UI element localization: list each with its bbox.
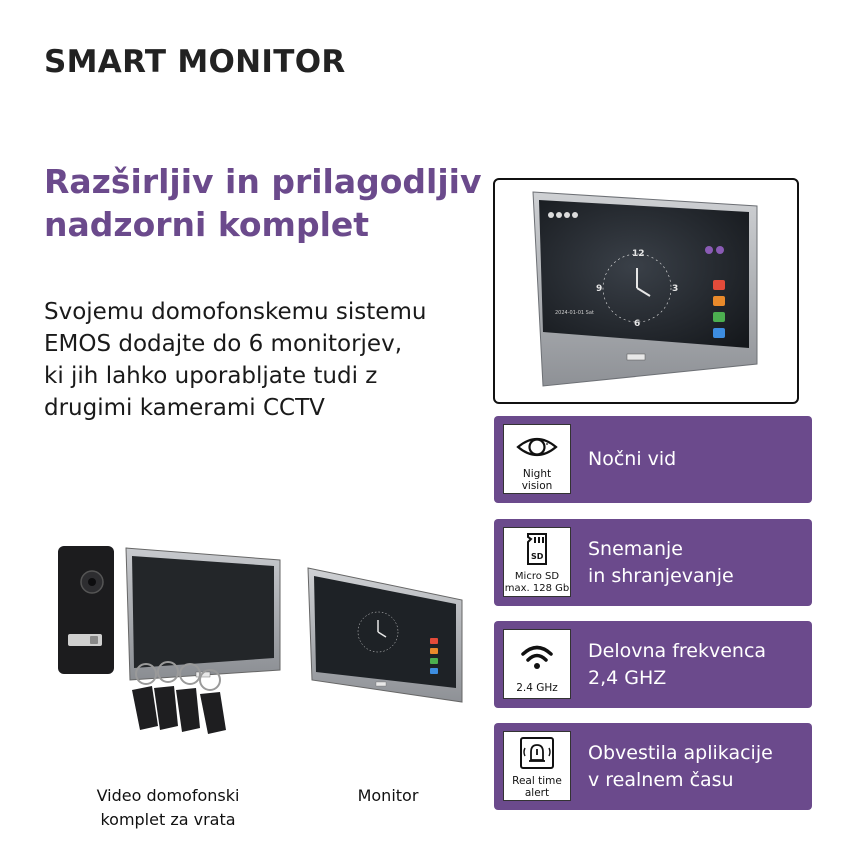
feature-title: Obvestila aplikacije <box>588 741 773 764</box>
feature-text <box>588 416 808 503</box>
svg-text:SD: SD <box>531 552 544 561</box>
intro-line: Svojemu domofonskemu sistemu <box>44 299 427 325</box>
feature-card-alert <box>494 723 812 810</box>
intro-text <box>44 296 464 424</box>
alert-icon-box <box>503 731 571 801</box>
microsd-icon-label: Micro SD <box>514 571 560 582</box>
feature-title: Delovna frekvenca <box>588 639 767 662</box>
feature-title: in shranjevanje <box>588 564 734 587</box>
microsd-icon-label: max. 128 Gb <box>504 583 570 594</box>
headline <box>44 160 482 246</box>
hero-monitor-frame <box>493 178 799 404</box>
svg-text:3: 3 <box>672 284 679 294</box>
microsd-icon-box <box>503 527 571 597</box>
brand-title: SMART MONITOR <box>44 44 346 80</box>
feature-title: 2,4 GHZ <box>588 666 667 689</box>
alert-icon-label: alert <box>524 787 550 799</box>
feature-title: v realnem času <box>588 768 734 791</box>
night-vision-icon-box <box>503 424 571 494</box>
wifi-icon-box <box>503 629 571 699</box>
feature-title: Nočni vid <box>588 448 677 470</box>
svg-text:6: 6 <box>634 319 641 329</box>
feature-card-microsd <box>494 519 812 606</box>
feature-text <box>588 723 808 810</box>
monitor-caption-line: Monitor <box>357 786 419 805</box>
intro-line: drugimi kamerami CCTV <box>44 395 325 421</box>
feature-text <box>588 621 808 708</box>
night-vision-icon-label: vision <box>521 480 553 492</box>
svg-text:12: 12 <box>632 249 645 259</box>
feature-text <box>588 519 808 606</box>
feature-card-frequency <box>494 621 812 708</box>
feature-card-night-vision <box>494 416 812 503</box>
night-vision-icon-label: Night <box>522 468 552 480</box>
hero-screen-date: 2024-01-01 Sat <box>555 310 594 316</box>
kit-caption-line: komplet za vrata <box>100 810 236 829</box>
alert-icon-label: Real time <box>512 775 562 787</box>
wifi-icon-label: 2.4 GHz <box>516 682 558 694</box>
svg-text:9: 9 <box>596 284 603 294</box>
monitor-caption <box>318 784 458 808</box>
monitor-product-image <box>302 560 467 710</box>
hero-monitor-image <box>495 180 797 402</box>
headline-line: nadzorni komplet <box>44 205 370 244</box>
headline-line: Razširljiv in prilagodljiv <box>44 162 482 201</box>
feature-title: Snemanje <box>588 537 683 560</box>
kit-caption-line: Video domofonski <box>96 786 240 805</box>
intro-line: EMOS dodajte do 6 monitorjev, <box>44 331 403 357</box>
door-kit-image <box>50 540 290 750</box>
kit-caption <box>78 784 258 832</box>
intro-line: ki jih lahko uporabljate tudi z <box>44 363 378 389</box>
